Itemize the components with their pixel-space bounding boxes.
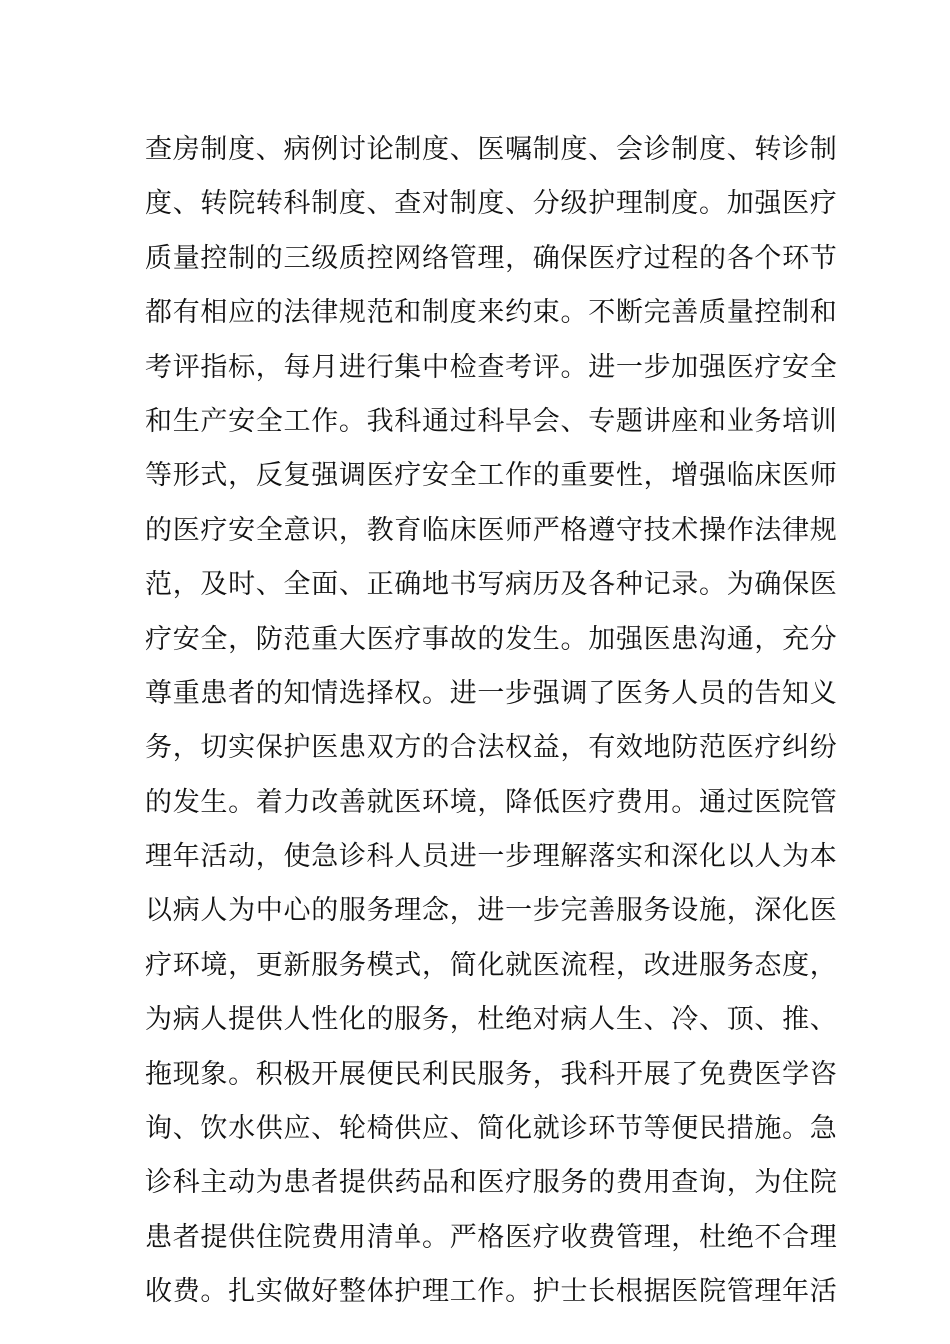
text-line: 和生产安全工作。我科通过科早会、专题讲座和业务培训 [145, 405, 838, 437]
text-line: 度、转院转科制度、查对制度、分级护理制度。加强医疗 [145, 188, 838, 220]
text-line: 务，切实保护医患双方的合法权益，有效地防范医疗纠纷 [145, 732, 838, 764]
text-line: 拖现象。积极开展便民利民服务，我科开展了免费医学咨 [145, 1058, 838, 1090]
text-line: 的医疗安全意识，教育临床医师严格遵守技术操作法律规 [145, 514, 838, 546]
body-paragraph [145, 123, 838, 1320]
text-line: 质量控制的三级质控网络管理，确保医疗过程的各个环节 [145, 242, 838, 274]
text-line: 以病人为中心的服务理念，进一步完善服务设施，深化医 [145, 895, 838, 927]
text-line: 理年活动，使急诊科人员进一步理解落实和深化以人为本 [145, 841, 838, 873]
text-line: 为病人提供人性化的服务，杜绝对病人生、冷、顶、推、 [145, 1004, 838, 1036]
text-line: 都有相应的法律规范和制度来约束。不断完善质量控制和 [145, 297, 838, 329]
text-line: 诊科主动为患者提供药品和医疗服务的费用查询，为住院 [145, 1167, 838, 1199]
text-line: 等形式，反复强调医疗安全工作的重要性，增强临床医师 [145, 460, 838, 492]
text-line: 询、饮水供应、轮椅供应、简化就诊环节等便民措施。急 [145, 1113, 838, 1145]
text-line: 的发生。着力改善就医环境，降低医疗费用。通过医院管 [145, 786, 838, 818]
text-line: 尊重患者的知情选择权。进一步强调了医务人员的告知义 [145, 677, 838, 709]
text-line: 考评指标，每月进行集中检查考评。进一步加强医疗安全 [145, 351, 838, 383]
text-line: 收费。扎实做好整体护理工作。护士长根据医院管理年活 [145, 1276, 838, 1308]
text-line: 患者提供住院费用清单。严格医疗收费管理，杜绝不合理 [145, 1221, 838, 1253]
text-line: 疗环境，更新服务模式，简化就医流程，改进服务态度， [145, 949, 838, 981]
text-line: 范，及时、全面、正确地书写病历及各种记录。为确保医 [145, 569, 838, 601]
text-line: 查房制度、病例讨论制度、医嘱制度、会诊制度、转诊制 [145, 134, 838, 165]
text-line: 疗安全，防范重大医疗事故的发生。加强医患沟通，充分 [145, 623, 838, 655]
